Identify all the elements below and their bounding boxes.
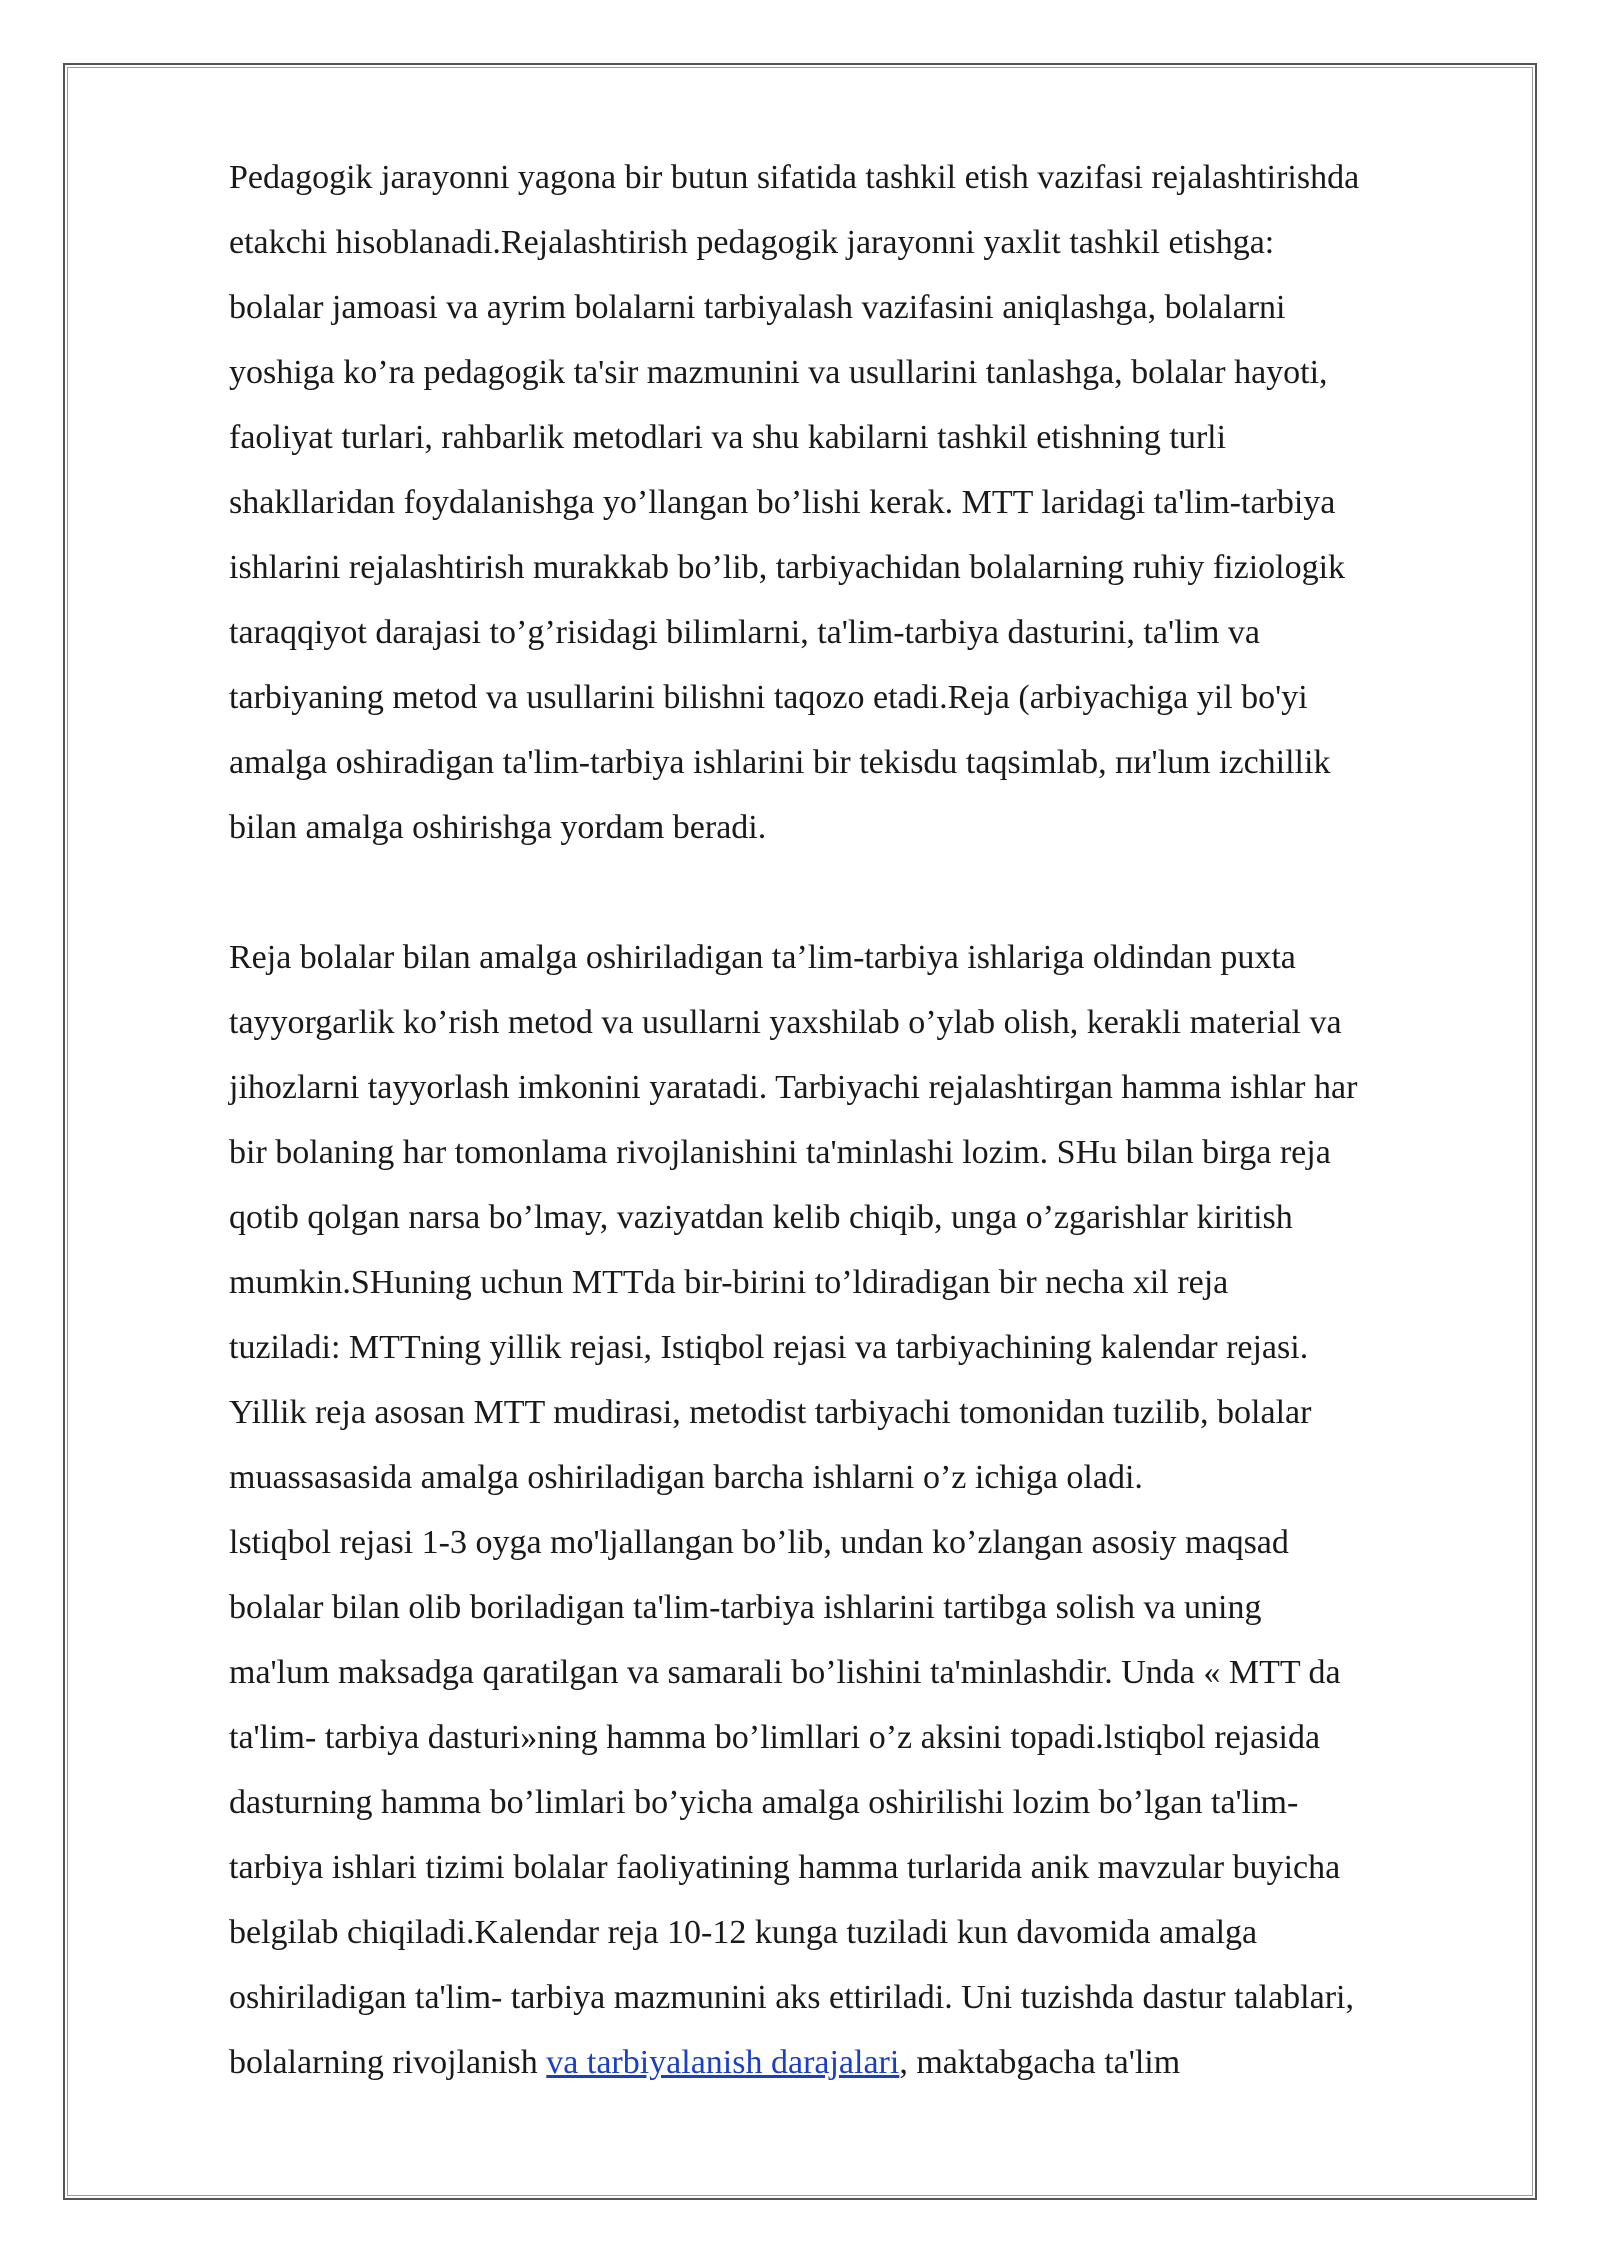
text-line: Yillik reja asosan MTT mudirasi, metodist tarbiyachi tomonidan tuzilib, bolalar xyxy=(229,1394,1312,1431)
text-line: tarbiya ishlari tizimi bolalar faoliyatining hamma turlarida anik mavzular buyicha xyxy=(229,1849,1341,1886)
paragraph-2 xyxy=(229,925,1519,2095)
text-line: bolalar bilan olib boriladigan ta'lim-tarbiya ishlarini tartibga solish va uning xyxy=(229,1589,1262,1626)
text-line: mumkin.SHuning uchun MTTda bir-birini to’ldiradigan bir necha xil reja xyxy=(229,1264,1229,1301)
text-line: Reja bolalar bilan amalga oshiriladigan ta’lim-tarbiya ishlariga oldindan puxta xyxy=(229,939,1296,976)
text-line: taraqqiyot darajasi to’g’risidagi bilimlarni, ta'lim-tarbiya dasturini, ta'lim va xyxy=(229,614,1261,651)
text-line: lstiqbol rejasi 1-3 oyga mo'ljallangan bo’lib, undan ko’zlangan asosiy maqsad xyxy=(229,1524,1289,1561)
text-line: Pedagogik jarayonni yagona bir butun sifatida tashkil etish vazifasi rejalashtirishda xyxy=(229,159,1360,196)
paragraph-1 xyxy=(229,145,1519,860)
text-line: qotib qolgan narsa bo’lmay, vaziyatdan kelib chiqib, unga o’zgarishlar kiritish xyxy=(229,1199,1293,1236)
darajalari-link[interactable]: va tarbiyalanish darajalari xyxy=(546,2044,900,2081)
text-line: faoliyat turlari, rahbarlik metodlari va shu kabilarni tashkil etishning turli xyxy=(229,419,1227,456)
text-segment: bolalarning rivojlanish xyxy=(229,2044,547,2081)
text-line: tayyorgarlik ko’rish metod va usullarni yaxshilab o’ylab olish, kerakli material va xyxy=(229,1004,1342,1041)
text-line: dasturning hamma bo’limlari bo’yicha amalga oshirilishi lozim bo’lgan ta'lim- xyxy=(229,1784,1299,1821)
text-line: muassasasida amalga oshiriladigan barcha ishlarni o’z ichiga oladi. xyxy=(229,1459,1143,1496)
text-line: bir bolaning har tomonlama rivojlanishini ta'minlashi lozim. SHu bilan birga reja xyxy=(229,1134,1331,1171)
text-line: ishlarini rejalashtirish murakkab bo’lib, tarbiyachidan bolalarning ruhiy fiziologik xyxy=(229,549,1346,586)
text-line: bolalar jamoasi va ayrim bolalarni tarbiyalash vazifasini aniqlashga, bolalarni xyxy=(229,289,1286,326)
text-line: ma'lum maksadga qaratilgan va samarali bo’lishini ta'minlashdir. Unda « MTT da xyxy=(229,1654,1341,1691)
text-line: tarbiyaning metod va usullarini bilishni taqozo etadi.Reja (arbiyachiga yil bo'yi xyxy=(229,679,1308,716)
text-line: etakchi hisoblanadi.Rejalashtirish pedagogik jarayonni yaxlit tashkil etishga: xyxy=(229,224,1275,261)
text-line: oshiriladigan ta'lim- tarbiya mazmunini aks ettiriladi. Uni tuzishda dastur talablari, xyxy=(229,1979,1354,2016)
paragraph-spacer xyxy=(229,860,1519,925)
text-line: bilan amalga oshirishga yordam beradi. xyxy=(229,809,767,846)
text-segment: , maktabgacha ta'lim xyxy=(899,2044,1181,2081)
document-body xyxy=(229,145,1519,2095)
text-line: jihozlarni tayyorlash imkonini yaratadi. Tarbiyachi rejalashtirgan hamma ishlar har xyxy=(229,1069,1358,1106)
text-line: ta'lim- tarbiya dasturi»ning hamma bo’limllari o’z aksini topadi.lstiqbol rejasida xyxy=(229,1719,1321,1756)
text-line: tuziladi: MTTning yillik rejasi, Istiqbol rejasi va tarbiyachining kalendar rejasi. xyxy=(229,1329,1309,1366)
text-line: amalga oshiradigan ta'lim-tarbiya ishlarini bir tekisdu taqsimlab, пи'lum izchillik xyxy=(229,744,1331,781)
text-line: yoshiga ko’ra pedagogik ta'sir mazmunini va usullarini tanlashga, bolalar hayoti, xyxy=(229,354,1328,391)
text-line: belgilab chiqiladi.Kalendar reja 10-12 kunga tuziladi kun davomida amalga xyxy=(229,1914,1258,1951)
text-line: shakllaridan foydalanishga yo’llangan bo’lishi kerak. MTT laridagi ta'lim-tarbiya xyxy=(229,484,1336,521)
text-line-last xyxy=(229,2030,1519,2095)
